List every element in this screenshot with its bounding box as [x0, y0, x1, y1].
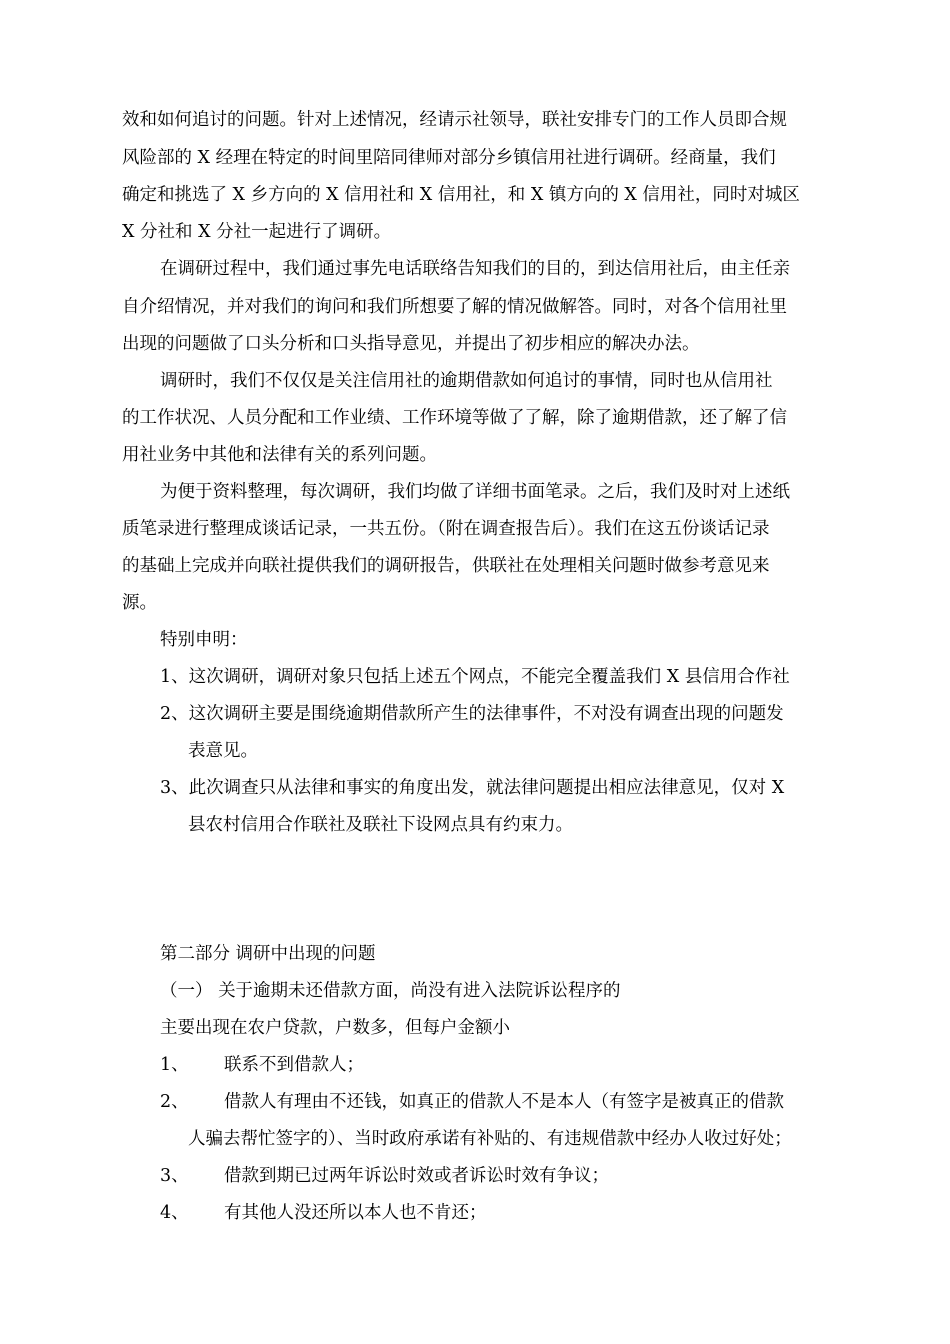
part2-subheading: （一） 关于逾期未还借款方面，尚没有进入法院诉讼程序的: [160, 981, 621, 1001]
problem-item-3-text: 借款到期已过两年诉讼时效或者诉讼时效有争议；: [224, 1166, 609, 1186]
intro-p4-line-4: 源。: [122, 593, 157, 613]
intro-p3-line-1: 调研时，我们不仅仅是关注信用社的逾期借款如何追讨的事情，同时也从信用社: [160, 371, 773, 391]
problem-item-2-text: 借款人有理由不还钱，如真正的借款人不是本人（有签字是被真正的借款: [224, 1092, 784, 1112]
problem-item-4-text: 有其他人没还所以本人也不肯还；: [224, 1203, 487, 1223]
intro-p2-line-1: 在调研过程中，我们通过事先电话联络告知我们的目的，到达信用社后，由主任亲: [160, 259, 790, 279]
part2-summary: 主要出现在农户贷款，户数多，但每户金额小: [160, 1018, 510, 1038]
declaration-item-3: 3、此次调查只从法律和事实的角度出发，就法律问题提出相应法律意见，仅对 X: [160, 778, 785, 798]
problem-item-2-cont: 人骗去帮忙签字的）、当时政府承诺有补贴的、有违规借款中经办人收过好处；: [188, 1129, 792, 1149]
intro-p1-line-1: 效和如何追讨的问题。针对上述情况，经请示社领导，联社安排专门的工作人员即合规: [122, 110, 787, 130]
intro-p3-line-3: 用社业务中其他和法律有关的系列问题。: [122, 445, 437, 465]
problem-item-4-num: 4、: [160, 1203, 189, 1223]
intro-p3-line-2: 的工作状况、人员分配和工作业绩、工作环境等做了了解，除了逾期借款，还了解了信: [122, 408, 787, 428]
part2-heading: 第二部分 调研中出现的问题: [160, 944, 376, 964]
declaration-title: 特别申明：: [160, 630, 248, 650]
intro-p1-line-2: 风险部的 X 经理在特定的时间里陪同律师对部分乡镇信用社进行调研。经商量，我们: [122, 148, 776, 168]
intro-p1-line-3: 确定和挑选了 X 乡方向的 X 信用社和 X 信用社，和 X 镇方向的 X 信用社，同时对城区: [122, 185, 800, 205]
intro-p2-line-3: 出现的问题做了口头分析和口头指导意见，并提出了初步相应的解决办法。: [122, 334, 700, 354]
intro-p2-line-2: 自介绍情况，并对我们的询问和我们所想要了解的情况做解答。同时，对各个信用社里: [122, 297, 787, 317]
declaration-item-1: 1、这次调研，调研对象只包括上述五个网点，不能完全覆盖我们 X 县信用合作社: [160, 667, 790, 687]
problem-item-1-text: 联系不到借款人；: [224, 1055, 364, 1075]
declaration-item-2: 2、这次调研主要是围绕逾期借款所产生的法律事件，不对没有调查出现的问题发: [160, 704, 784, 724]
intro-p1-line-4: X 分社和 X 分社一起进行了调研。: [122, 222, 392, 242]
declaration-item-3-cont: 县农村信用合作联社及联社下设网点具有约束力。: [188, 815, 573, 835]
problem-item-2-num: 2、: [160, 1092, 189, 1112]
problem-item-1-num: 1、: [160, 1055, 189, 1075]
problem-item-3-num: 3、: [160, 1166, 189, 1186]
intro-p4-line-2: 质笔录进行整理成谈话记录，一共五份。（附在调查报告后）。我们在这五份谈话记录: [122, 519, 770, 539]
declaration-item-2-cont: 表意见。: [188, 741, 258, 761]
intro-p4-line-1: 为便于资料整理，每次调研，我们均做了详细书面笔录。之后，我们及时对上述纸: [160, 482, 790, 502]
intro-p4-line-3: 的基础上完成并向联社提供我们的调研报告，供联社在处理相关问题时做参考意见来: [122, 556, 770, 576]
